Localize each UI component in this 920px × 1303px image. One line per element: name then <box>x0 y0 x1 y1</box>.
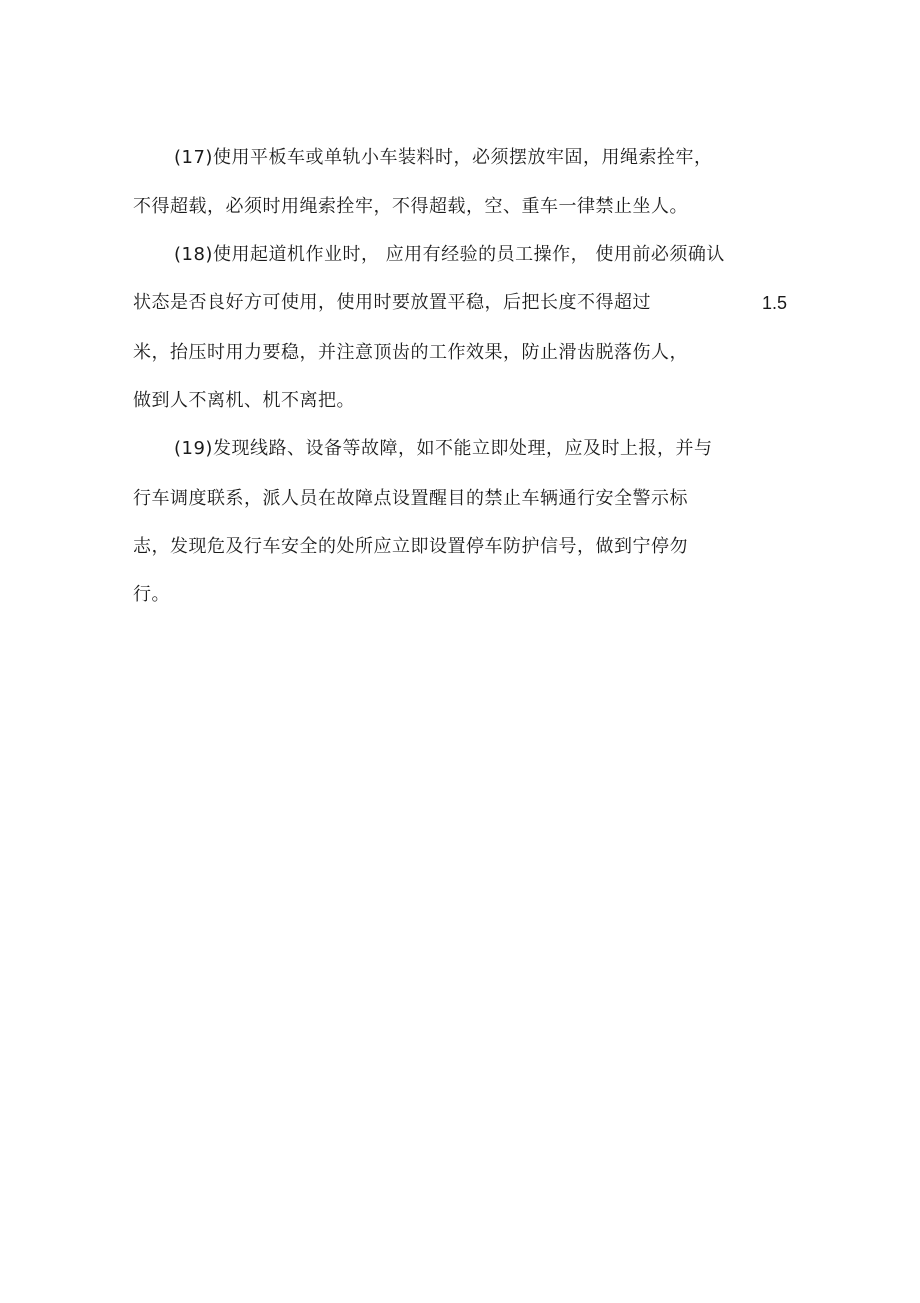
paragraph-18-line-2: 状态是否良好方可使用，使用时要放置平稳，后把长度不得超过 <box>133 292 651 313</box>
paragraph-18-length-value: 1.5 <box>762 293 788 313</box>
paragraph-18-line-4: 做到人不离机、机不离把。 <box>133 390 355 411</box>
paragraph-19-line-2: 行车调度联系，派人员在故障点设置醒目的禁止车辆通行安全警示标 <box>133 488 688 509</box>
paragraph-17-line-2: 不得超载，必须时用绳索拴牢，不得超载，空、重车一律禁止坐人。 <box>133 196 688 217</box>
paragraph-18-line-3: 米，抬压时用力要稳，并注意顶齿的工作效果，防止滑齿脱落伤人， <box>133 342 688 363</box>
paragraph-19-line-1: (19)发现线路、设备等故障，如不能立即处理，应及时上报，并与 <box>174 438 713 459</box>
paragraph-19-line-4: 行。 <box>133 584 170 605</box>
paragraph-17-line-1: (17)使用平板车或单轨小车装料时，必须摆放牢固，用绳索拴牢， <box>174 147 713 168</box>
paragraph-19-line-3: 志，发现危及行车安全的处所应立即设置停车防护信号，做到宁停勿 <box>133 536 688 557</box>
paragraph-18-line-1: (18)使用起道机作业时， 应用有经验的员工操作， 使用前必须确认 <box>174 244 725 265</box>
